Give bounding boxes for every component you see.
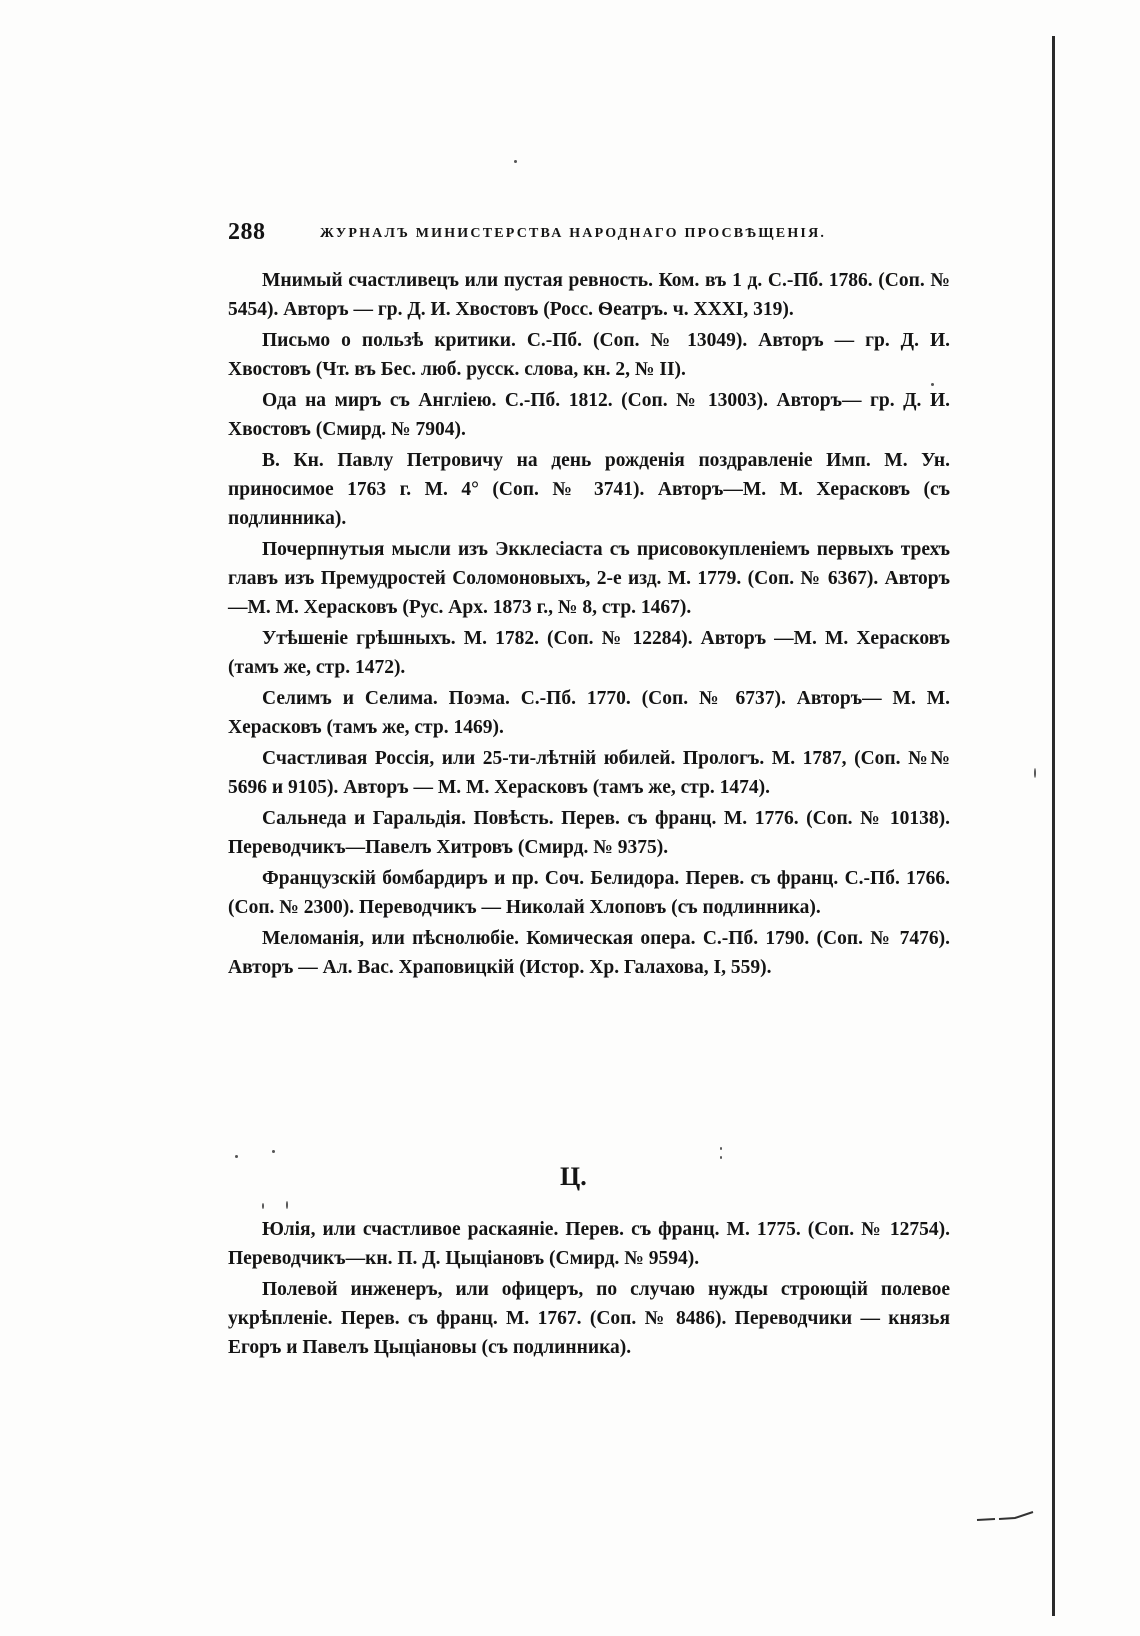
page-header	[228, 219, 948, 249]
bibliography-entry: В. Кн. Павлу Петровичу на день рожденія поздравленіе Имп. М. Ун. приносимое 1763 г. М. 4° (Соп. № 3741). Авторъ—М. М. Херасковъ (съ подлинника).	[228, 450, 950, 529]
bibliography-entry: Счастливая Россія, или 25-ти-лѣтній юбилей. Прологъ. М. 1787, (Соп. №№ 5696 и 9105). Авторъ — М. М. Херасковъ (тамъ же, стр. 1474).	[228, 748, 950, 798]
ink-speck	[235, 1155, 238, 1158]
bibliography-entry: Полевой инженеръ, или офицеръ, по случаю нужды строющій полевое укрѣпленіе. Перев. съ франц. М. 1767. (Соп. № 8486). Переводчики — князья Егоръ и Павелъ Цыціановы (съ подлинника).	[228, 1279, 950, 1358]
ink-speck	[262, 1203, 264, 1209]
page-edge-rule	[1052, 36, 1055, 1616]
bibliography-entry: Меломанія, или пѣснолюбіе. Комическая опера. С.-Пб. 1790. (Соп. № 7476). Авторъ — Ал. Вас. Храповицкій (Истор. Хр. Галахова, I, 559).	[228, 928, 950, 978]
bibliography-entry: Почерпнутыя мысли изъ Экклесіаста съ присовокупленіемъ первыхъ трехъ главъ изъ Премудростей Соломоновыхъ, 2-е изд. М. 1779. (Соп. № 6367). Авторъ—М. М. Херасковъ (Рус. Арх. 1873 г., № 8, стр. 1467).	[228, 539, 950, 618]
bibliography-entry: Французскій бомбардиръ и пр. Соч. Белидора. Перев. съ франц. С.-Пб. 1766. (Соп. № 2300). Переводчикъ — Николай Хлоповъ (съ подлинника).	[228, 868, 950, 918]
ink-speck	[514, 160, 517, 163]
bibliography-entry: Мнимый счастливецъ или пустая ревность. Ком. въ 1 д. С.-Пб. 1786. (Соп. № 5454). Авторъ — гр. Д. И. Хвостовъ (Росс. Ѳеатръ. ч. XXXI, 319).	[228, 270, 950, 320]
ink-speck	[272, 1150, 275, 1153]
bibliography-entry: Утѣшеніе грѣшныхъ. М. 1782. (Соп. № 12284). Авторъ —М. М. Херасковъ (тамъ же, стр. 1472).	[228, 628, 950, 678]
bibliography-entry: Юлія, или счастливое раскаяніе. Перев. съ франц. М. 1775. (Соп. № 12754). Переводчикъ—кн. П. Д. Цыціановъ (Смирд. № 9594).	[228, 1219, 950, 1269]
bibliography-entry: Письмо о пользѣ критики. С.-Пб. (Соп. № 13049). Авторъ — гр. Д. И. Хвостовъ (Чт. въ Бес. люб. русск. слова, кн. 2, № II).	[228, 330, 950, 380]
pen-mark	[975, 1510, 1035, 1524]
running-title: ЖУРНАЛЪ МИНИСТЕРСТВА НАРОДНАГО ПРОСВѢЩЕНІЯ.	[320, 226, 827, 241]
page-number: 288	[228, 219, 266, 245]
section-heading-letter: Ц.	[560, 1162, 587, 1191]
ink-speck	[1034, 768, 1036, 778]
ink-speck	[286, 1201, 288, 1209]
ink-speck	[720, 1147, 722, 1150]
bibliography-entry: Сальнеда и Гаральдія. Повѣсть. Перев. съ франц. М. 1776. (Соп. № 10138). Переводчикъ—Павелъ Хитровъ (Смирд. № 9375).	[228, 808, 950, 858]
bibliography-entries	[228, 266, 950, 984]
section-entries	[228, 1215, 950, 1364]
bibliography-entry: Ода на миръ съ Англіею. С.-Пб. 1812. (Соп. № 13003). Авторъ— гр. Д. И. Хвостовъ (Смирд. № 7904).	[228, 390, 950, 440]
ink-speck	[720, 1156, 722, 1159]
bibliography-entry: Селимъ и Селима. Поэма. С.-Пб. 1770. (Соп. № 6737). Авторъ— М. М. Херасковъ (тамъ же, стр. 1469).	[228, 688, 950, 738]
